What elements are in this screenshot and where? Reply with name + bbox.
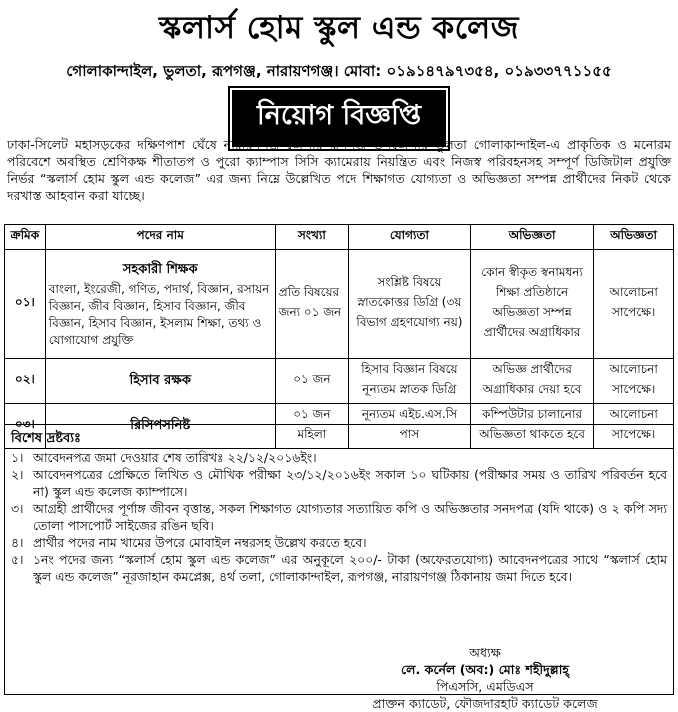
row-experience: কম্পিউটার চালানোর অভিজ্ঞতা থাকতে হবে [470,404,593,449]
vacancy-table [4,224,674,449]
signature-degrees: পিএসসি, এমডিএস [436,679,534,694]
post-subjects: বাংলা, ইংরেজী, গণিত, পদার্থ, বিজ্ঞান, রসায়ন বিজ্ঞান, জীব বিজ্ঞান, হিসাব বিজ্ঞান, জীব বিজ্ঞান, হিসাব বিজ্ঞান, ইসলাম শিক্ষা, তথ্য ও যোগাযোগ প্রযুক্তি [48,281,270,347]
row-serial: ০৩। [5,404,46,449]
row-experience: কোন স্বীকৃত স্বনামধন্য শিক্ষা প্রতিষ্ঠানে অভিজ্ঞতা সম্পন্ন প্রার্থীদের অগ্রাধিকার [470,250,593,359]
row-post [45,359,275,404]
row-count: প্রতি বিষয়ের জন্য ০১ জন [275,250,348,359]
special-notes-heading: বিশেষ দ্রষ্টব্যঃ [11,431,81,446]
note-number: ১। [11,450,24,465]
signature-role: অধ্যক্ষ [469,645,501,660]
table-row [5,359,674,404]
row-salary: আলোচনা সাপেক্ষে। [594,250,674,359]
post-title: রিসিপসনিষ্ট [130,417,191,433]
row-experience: অভিজ্ঞ প্রার্থীদের অগ্রাধিকার দেয়া হবে [470,359,593,404]
table-header-row [5,225,674,250]
note-number: ২। [11,467,24,482]
note-text: আবেদনপত্র জমা দেওয়ার শেষ তারিখঃ ২২/১২/২০১৬ইং। [33,450,317,465]
institution-address: গোলাকান্দাইল, ভুলতা, রূপগঞ্জ, নারায়ণগঞ্জ। মোবা: ০১৯১৪৭৯৭৩৫৪, ০১৯৩৩৭৭১১৫৫ [66,62,612,80]
col-header-count: সংখ্যা [275,225,348,250]
intro-paragraph: ঢাকা-সিলেট মহাসড়কের দক্ষিণপাশ ঘেঁষে নারায়ণগঞ্জ জেলার রূপগঞ্জ উপজেলার ভুলতা গোলাকান্দাইল-এ প্রাকৃতিক ও মনোরম পরিবেশে অবস্থিত শ্রেণিকক্ষ শীতাতপ ও পুরো ক্যাম্পাস সিসি ক্যামেরায় নিয়ন্ত্রিত এবং নিজস্ব পরিবহনসহ সম্পূর্ণ ডিজিটাল প্রযুক্তি নির্ভর “স্কলার্স হোম স্কুল এন্ড কলেজ” এর জন্য নিম্নে উল্লেখিত পদে শিক্ষাগত যোগ্যতা ও অভিজ্ঞতা সম্পন্ন প্রার্থীদের নিকট থেকে দরখাস্ত আহবান করা যাচ্ছে। [7,137,671,203]
list-item [11,551,667,585]
special-notes-list [11,449,667,585]
signature-name: লে. কর্নেল (অব:) মোঃ শহীদুল্লাহ্ [400,662,570,677]
row-serial: ০১। [5,250,46,359]
row-salary: আলোচনা সাপেক্ষে। [594,359,674,404]
note-text: প্রার্থীর পদের নাম খামের উপরে মোবাইল নম্বরসহ উল্লেখ করতে হবে। [33,535,367,550]
institution-title: স্কলার্স হোম স্কুল এন্ড কলেজ [159,10,519,46]
signature-former: প্রাক্তন ক্যাডেট, ফৌজদারহাট ক্যাডেট কলেজ [372,696,598,711]
note-text: আবেদনপত্রের প্রেক্ষিতে লিখিত ও মৌখিক পরীক্ষা ২৩/১২/২০১৬ইং সকাল ১০ ঘটিকায় (পরীক্ষার সময় ও তারিখ পরিবর্তন হবে না) স্কুল এন্ড কলেজ ক্যাম্পাসে। [33,467,667,499]
note-text: ১নং পদের জন্য “স্কলার্স হোম স্কুল এন্ড কলেজ” এর অনুকূলে ২০০/- টাকা (অফেরতযোগ্য) আবেদনপত্রের সাথে “স্কলার্স হোম স্কুল এন্ড কলেজ” নূরজাহান কমপ্লেক্স, ৪র্থ তলা, গোলাকান্দাইল, রূপগঞ্জ, নারায়ণগঞ্জ ঠিকানায় জমা দিতে হবে। [33,552,667,584]
note-number: ৪। [11,535,24,550]
list-item [11,534,667,551]
col-header-experience-2: অভিজ্ঞতা [594,225,674,250]
row-qualification: হিসাব বিজ্ঞান বিষয়ে নূন্যতম স্নাতক ডিগ্রি [349,359,471,404]
col-header-serial: ক্রমিক [5,225,46,250]
col-header-post: পদের নাম [45,225,275,250]
signature-block [305,644,665,712]
special-notes-section [4,424,674,711]
post-title: হিসাব রক্ষক [129,372,191,388]
col-header-qualification: যোগ্যতা [349,225,471,250]
note-text: আগ্রহী প্রার্থীদের পূর্ণাঙ্গ জীবন বৃত্তান্ত, সকল শিক্ষাগত যোগ্যতার সত্যায়িত কপি ও অভিজ্ঞতার সনদপত্র (যদি থাকে) ও ২ কপি সদ্য তোলা পাসপোর্ট সাইজের রঙিন ছবি। [33,501,667,533]
row-count: ০১ জন মহিলা [275,404,348,449]
note-number: ৫। [11,552,24,567]
notice-title: নিয়োগ বিজ্ঞপ্তি [232,90,446,147]
post-title: সহকারী শিক্ষক [122,261,198,277]
note-number: ৩। [11,501,24,516]
col-header-experience: অভিজ্ঞতা [470,225,593,250]
table-row [5,250,674,359]
row-count: ০১ জন [275,359,348,404]
row-post [45,250,275,359]
list-item [11,500,667,534]
row-serial: ০২। [5,359,46,404]
list-item [11,466,667,500]
list-item [11,449,667,466]
row-qualification: সংশ্লিষ্ট বিষয়ে স্নাতকোত্তর ডিগ্রি (৩য় বিভাগ গ্রহণযোগ্য নয়) [349,250,471,359]
row-qualification: নূন্যতম এইচ.এস.সি পাস [349,404,471,449]
row-salary: আলোচনা সাপেক্ষে। [594,404,674,449]
